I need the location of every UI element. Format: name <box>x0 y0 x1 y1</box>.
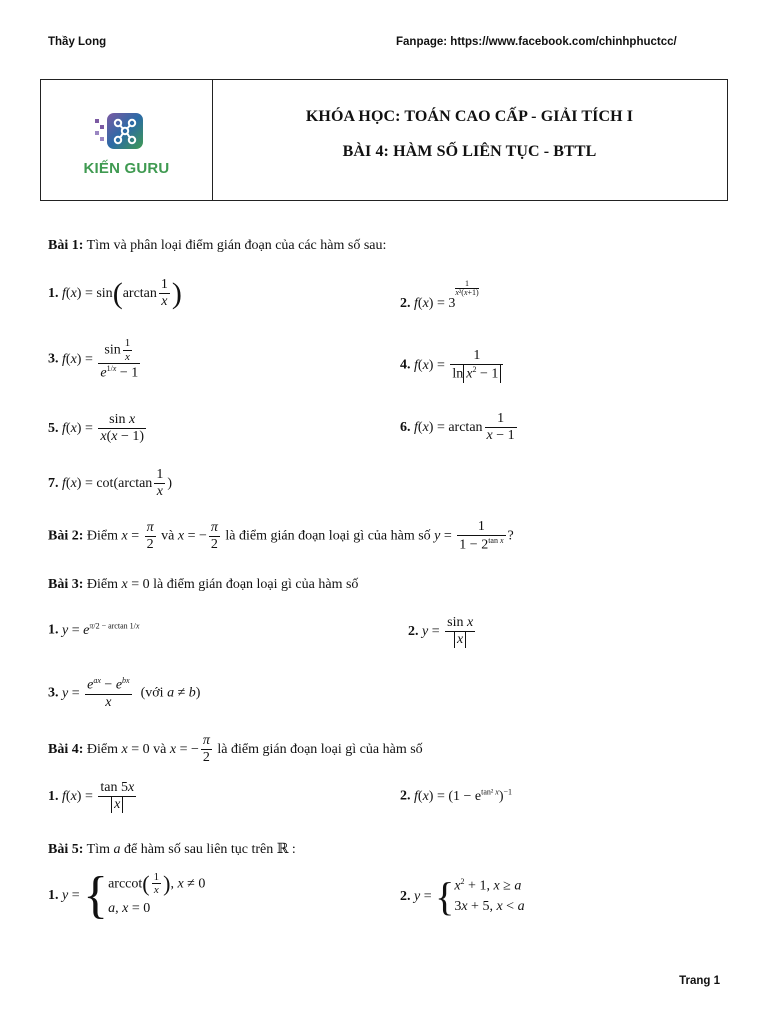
bai1-item1 <box>48 277 182 310</box>
logo-cell <box>41 80 213 200</box>
item-number: 1. <box>48 285 59 301</box>
formula: y = { $x^2 + 1$, x ≥ a 3x + 5, x < a <box>414 873 525 919</box>
bai2-label: Bài 2: <box>48 528 84 544</box>
bai3-item1 <box>48 621 139 639</box>
bai5-text: để hàm số sau liên tục trên <box>123 842 274 857</box>
bai5-label: Bài 5: <box>48 842 84 857</box>
bai2-text: là điểm gián đoạn loại gì của hàm số <box>225 528 431 544</box>
item-number: 4. <box>400 357 411 373</box>
logo-text: KIẾN GURU <box>83 160 170 177</box>
bai1-item4 <box>400 348 505 383</box>
item-number: 2. <box>408 623 419 639</box>
formula: y = $\frac{\text{sin x}}{x}$ <box>422 615 474 648</box>
formula: f(x) = cot(arctan $\frac{1}{x}$ ) <box>62 467 172 500</box>
bai3-label: Bài 3: <box>48 577 84 592</box>
bai1-item2 <box>400 280 479 312</box>
item-number: 5. <box>48 420 59 436</box>
bai3-item3: 3. y = $\frac{e^{ax} - e^{bx}}{x}$ (với a ≠ b) <box>48 676 201 710</box>
bai1-item3 <box>48 337 142 382</box>
bai2-text: và <box>161 528 175 544</box>
item-number: 7. <box>48 475 59 491</box>
formula: f(x) = 3 $^{\frac{1}{\text{x²(x+1)}}}$ <box>414 279 479 311</box>
item-number: 3. <box>48 685 59 701</box>
bai2-end: ? <box>507 528 514 544</box>
formula: f(x) = $\frac{\tan 5x}{x}$ <box>62 780 135 813</box>
formula: y = $\frac{e^{ax} - e^{bx}}{x}$ <box>62 676 130 710</box>
bai4-label: Bài 4: <box>48 741 84 757</box>
bai3-text: Điểm <box>86 577 118 592</box>
bai3-item2 <box>408 615 477 648</box>
item-number: 3. <box>48 351 59 367</box>
item-number: 6. <box>400 419 411 435</box>
bai5-item1 <box>48 867 206 924</box>
bai2: Bài 2: Điểm x = $\frac{\pi}{2}$ và x = − $\frac{\pi}{2}$ là điểm gián đoạn loại gì của hàm số y = $\frac{1}{1 - 2^{tan x}}$ ? <box>48 519 514 553</box>
formula: f(x) = sin(arctan $\frac{1}{x}$ ) <box>62 276 182 310</box>
bai4-heading: Bài 4: Điểm x = 0 và x = − $\frac{\pi}{2}$ là điểm gián đoạn loại gì của hàm số <box>48 733 423 766</box>
bai4-item1 <box>48 780 138 813</box>
item-number: 2. <box>400 788 411 804</box>
formula: y = { arccot( $\frac{1}{x}$ ), x ≠ 0 a, x = 0 <box>62 867 206 924</box>
bai1-text: Tìm và phân loại điểm gián đoạn của các hàm số sau: <box>86 238 387 253</box>
bai5-text: Tìm <box>86 842 110 857</box>
item-number: 2. <box>400 888 411 904</box>
bai5-item2 <box>400 873 525 919</box>
bai4-text: và <box>153 741 167 757</box>
bai1-label: Bài 1: <box>48 238 84 253</box>
kien-guru-logo-icon <box>93 111 157 157</box>
formula: f(x) = sin $\frac{1}{x}$ $e^{1/x} - 1$ <box>62 337 139 381</box>
bai1-heading <box>48 238 386 254</box>
formula: f(x) = $\frac{1}{\ln x^2 - 1}$ <box>414 358 505 373</box>
item-number: 1. <box>48 788 59 804</box>
bai3-note: (với <box>140 685 164 701</box>
formula: $f(x) = (1 - e^{tan^2 x})^{-1}$ <box>414 787 513 804</box>
bai4-text: là điểm gián đoạn loại gì của hàm số <box>217 741 423 757</box>
formula: f(x) = $\frac{\text{sin x}}{x(x - 1)}$ <box>62 412 145 445</box>
item-number: 1. <box>48 888 59 904</box>
bai2-text: Điểm <box>86 528 118 544</box>
bai1-item5 <box>48 412 148 445</box>
header-box <box>40 79 728 201</box>
formula: $y = e^{\pi/2 - arctan 1/x}$ <box>62 621 140 638</box>
lesson-title: BÀI 4: HÀM SỐ LIÊN TỤC - BTTL <box>342 143 597 160</box>
bai4-text: Điểm <box>86 741 118 757</box>
formula: f(x) = arctan $\frac{1}{x - 1}$ <box>414 411 515 444</box>
course-title: KHÓA HỌC: TOÁN CAO CẤP - GIẢI TÍCH I <box>305 108 634 125</box>
bai1-item6 <box>400 411 519 444</box>
bai5-heading: Bài 5: Tìm a để hàm số sau liên tục trên ℝ : <box>48 842 296 857</box>
bai3-heading: Bài 3: Điểm x = 0 là điểm gián đoạn loại gì của hàm số <box>48 577 359 592</box>
fanpage-link[interactable]: Fanpage: https://www.facebook.com/chinhphuctcc/ <box>396 36 677 48</box>
item-number: 2. <box>400 296 411 311</box>
page-number: Trang 1 <box>679 975 720 987</box>
item-number: 1. <box>48 622 59 638</box>
teacher-name: Thầy Long <box>48 36 107 48</box>
bai4-item2 <box>400 787 512 805</box>
bai1-item7 <box>48 467 172 500</box>
bai3-text: là điểm gián đoạn loại gì của hàm số <box>153 577 359 592</box>
